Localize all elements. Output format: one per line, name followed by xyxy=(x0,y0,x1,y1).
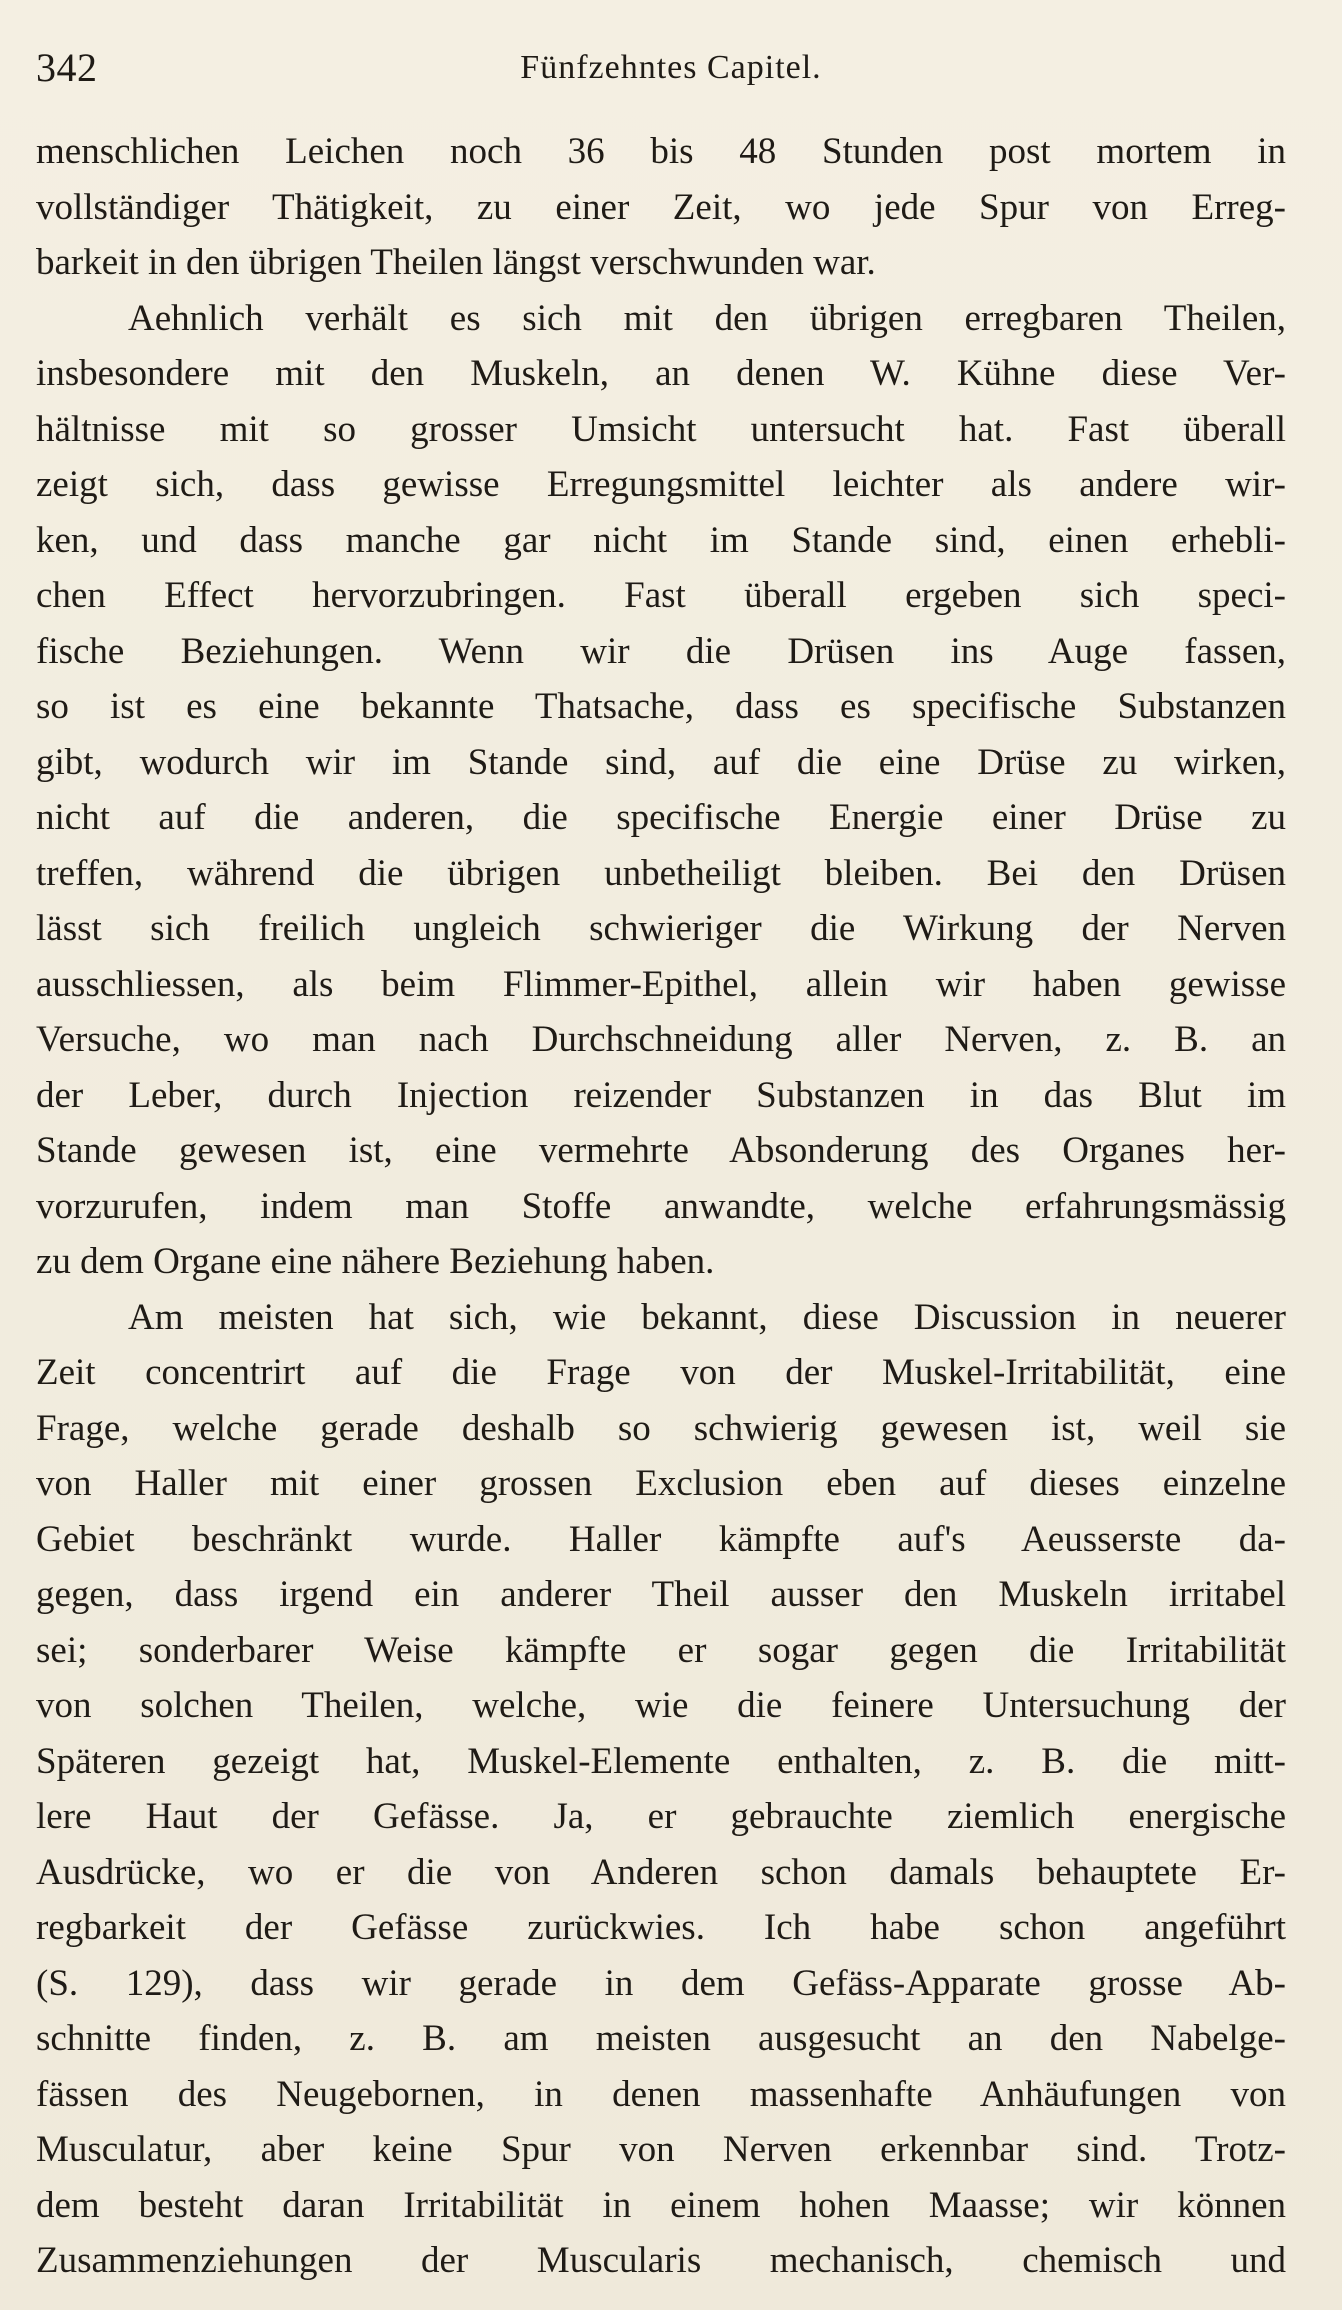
text-line: fische Beziehungen. Wenn wir die Drüsen ins Auge fassen, xyxy=(36,630,1286,672)
text-line: barkeit in den übrigen Theilen längst verschwunden war. xyxy=(36,242,876,283)
text-line: so ist es eine bekannte Thatsache, dass es specifische Substanzen xyxy=(36,686,1286,727)
text-line: treffen, während die übrigen unbetheiligt bleiben. Bei den Drüsen xyxy=(36,852,1286,894)
text-line: lere Haut der Gefässe. Ja, er gebrauchte ziemlich energische xyxy=(36,1796,1286,1837)
text-line: (S. 129), dass wir gerade in dem Gefäss-Apparate grosse Ab- xyxy=(36,1962,1286,2004)
running-head: Fünfzehntes Capitel. xyxy=(520,49,822,86)
page-number: 342 xyxy=(36,45,98,90)
text-line: regbarkeit der Gefässe zurückwies. Ich habe schon angeführt xyxy=(36,1907,1286,1948)
text-line: ausschliessen, als beim Flimmer-Epithel, allein wir haben gewisse xyxy=(36,963,1286,1005)
text-line: fässen des Neugebornen, in denen massenhafte Anhäufungen von xyxy=(36,2073,1286,2115)
text-line: von solchen Theilen, welche, wie die feinere Untersuchung der xyxy=(36,1685,1286,1726)
text-line: zeigt sich, dass gewisse Erregungsmittel leichter als andere wir- xyxy=(36,464,1286,505)
text-line: Zeit concentrirt auf die Frage von der Muskel-Irritabilität, eine xyxy=(36,1352,1286,1393)
text-line: Zusammenziehungen der Muscularis mechanisch, chemisch und xyxy=(36,2240,1286,2281)
text-line: Versuche, wo man nach Durchschneidung aller Nerven, z. B. an xyxy=(36,1019,1286,1060)
text-line: Stande gewesen ist, eine vermehrte Absonderung des Organes her- xyxy=(36,1130,1286,1171)
text-line: sei; sonderbarer Weise kämpfte er sogar gegen die Irritabilität xyxy=(36,1629,1286,1671)
text-line: Aehnlich verhält es sich mit den übrigen erregbaren Theilen, xyxy=(128,297,1286,339)
text-line: hältnisse mit so grosser Umsicht untersucht hat. Fast überall xyxy=(36,408,1286,450)
page-header xyxy=(36,40,1306,96)
text-line: Gebiet beschränkt wurde. Haller kämpfte auf's Aeusserste da- xyxy=(36,1518,1286,1560)
text-line: ken, und dass manche gar nicht im Stande sind, einen erhebli- xyxy=(36,519,1286,561)
text-line: nicht auf die anderen, die specifische Energie einer Drüse zu xyxy=(36,797,1286,838)
text-line: Frage, welche gerade deshalb so schwierig gewesen ist, weil sie xyxy=(36,1407,1286,1449)
body-text xyxy=(36,124,1286,2289)
text-line: der Leber, durch Injection reizender Substanzen in das Blut im xyxy=(36,1074,1286,1116)
text-line: vollständiger Thätigkeit, zu einer Zeit, wo jede Spur von Erreg- xyxy=(36,186,1286,228)
text-line: von Haller mit einer grossen Exclusion eben auf dieses einzelne xyxy=(36,1463,1286,1504)
text-line: Späteren gezeigt hat, Muskel-Elemente enthalten, z. B. die mitt- xyxy=(36,1740,1286,1782)
text-line: gegen, dass irgend ein anderer Theil ausser den Muskeln irritabel xyxy=(36,1574,1286,1615)
text-line: menschlichen Leichen noch 36 bis 48 Stunden post mortem in xyxy=(36,131,1286,172)
text-line: chen Effect hervorzubringen. Fast überall ergeben sich speci- xyxy=(36,575,1286,616)
text-line: zu dem Organe eine nähere Beziehung haben. xyxy=(36,1241,715,1282)
text-line: Am meisten hat sich, wie bekannt, diese Discussion in neuerer xyxy=(128,1296,1286,1338)
text-line: Musculatur, aber keine Spur von Nerven erkennbar sind. Trotz- xyxy=(36,2129,1286,2170)
text-line: gibt, wodurch wir im Stande sind, auf die eine Drüse zu wirken, xyxy=(36,741,1286,783)
text-line: vorzurufen, indem man Stoffe anwandte, welche erfahrungsmässig xyxy=(36,1185,1286,1227)
text-line: dem besteht daran Irritabilität in einem hohen Maasse; wir können xyxy=(36,2184,1286,2226)
text-line: lässt sich freilich ungleich schwieriger die Wirkung der Nerven xyxy=(36,908,1286,949)
text-line: insbesondere mit den Muskeln, an denen W. Kühne diese Ver- xyxy=(36,353,1286,394)
text-line: Ausdrücke, wo er die von Anderen schon damals behauptete Er- xyxy=(36,1851,1286,1893)
text-line: schnitte finden, z. B. am meisten ausgesucht an den Nabelge- xyxy=(36,2018,1286,2059)
